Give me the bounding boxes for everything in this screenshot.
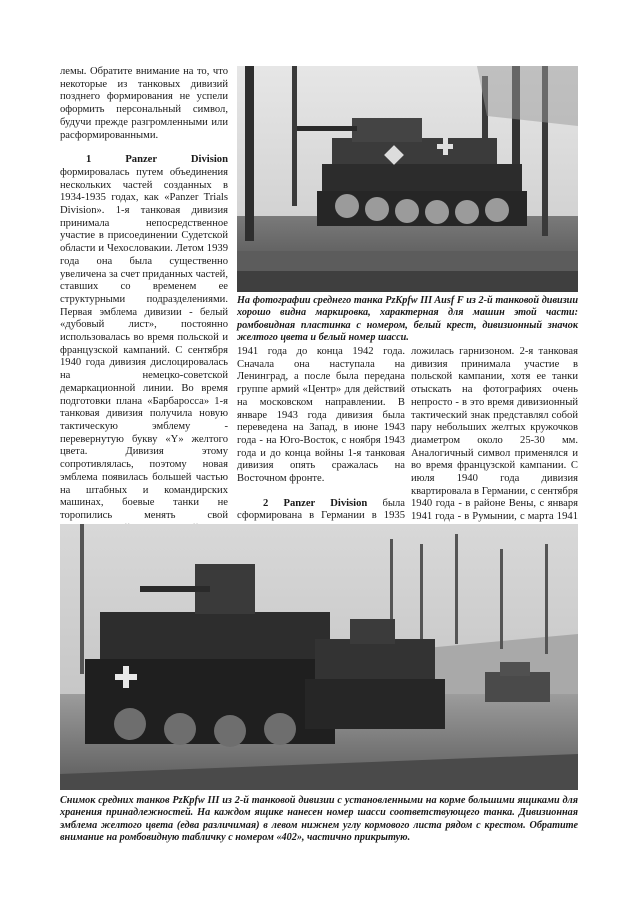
right-paragraph-1: ложилась гарнизоном. 2-я танковая дивизия принимала участие в польской кампании, хотя ее танки отыскать на фотографиях очень непросто - в это время дивизионный тактический знак представлял собой пару небольших желтых кружочков диаметром около 25-30 мм. Аналогичный символ применялся и во время французской кампании. С июля 1940 года дивизия квартировала в Германии, с сентября 1940 года - в районе Вены, с января 1941 года - в Румынии, с марта 1941: [411, 346, 578, 523]
bottom-photo-tanks: [60, 524, 578, 790]
left-paragraph-1: лемы. Обратите внимание на то, что некоторые из танковых дивизий позднего формирования не успели оформить персональный символ, будучи прежде разгромленными или расформированными.: [60, 66, 228, 141]
top-photo-caption: На фотографии среднего танка PzKpfw III Ausf F из 2-й танковой дивизии хорошо видна маркировка, характерная для машин этой части: ромбовидная пластинка с номером, белый крест, дивизионный значок желтого цвета и белый номер шасси.: [237, 295, 578, 344]
division-1-title: 1 Panzer Division: [86, 154, 228, 166]
right-text-column: [411, 346, 578, 549]
middle-paragraph-2: 2 Panzer Division была сформирована в Германии в 1935: [237, 497, 405, 522]
middle-paragraph-1: 1941 года до конца 1942 года. Сначала она наступала на Ленинград, а после была передана группе армий «Центр» для действий на московском направлении. В январе 1943 года дивизия была переведена на Запад, в июне 1943 года - на Юго-Восток, с ноября 1943 года и до конца войны 1-я танковая дивизия опять сражалась на Восточном фронте.: [237, 346, 405, 485]
bottom-photo-caption: Снимок средних танков PzKpfw III из 2-й танковой дивизии с установленными на корме большими ящиками для хранения принадлежностей. На каждом ящике нанесен номер шасси соответствующего танка. Дивизионная эмблема желтого цвета (едва различимая) в левом нижнем углу кормового листа рядом с крестом. Обратите внимание на ромбовидную табличку с номером «402», частично прикрытую.: [60, 795, 578, 844]
top-photo-tank: [237, 66, 578, 292]
division-2-title: 2 Panzer Division: [263, 497, 368, 509]
left-paragraph-2: 1 Panzer Division формировалась путем объединения нескольких частей созданных в 1934-1935 годах, как «Panzer Trials Division». 1-я танковая дивизия принимала непосредственное участие в присоединении Судетской области и Чехословакии. Летом 1939 года она была существенно увеличена за счет приданных частей, ставших со временем ее структурными подразделениями. Первая эмблема дивизии - белый «дубовый лист», постоянно использовалась во время польской и французской кампаний. С сентября 1940 года дивизия дислоцировалась на немецко-советской демаркационной линии. Во время подготовки плана «Барбаросса» 1-я танковая дивизия получила новую тактическую эмблему - перевернутую букву «Y» желтого цвета. Дивизия этому сопротивлялась, поэтому новая эмблема появилась большей частью на штабных и командирских машинах, боевые танки не торопились менять свой: [60, 154, 228, 521]
tank-photo-illustration: [237, 66, 578, 292]
tanks-column-photo-illustration: [60, 524, 578, 790]
